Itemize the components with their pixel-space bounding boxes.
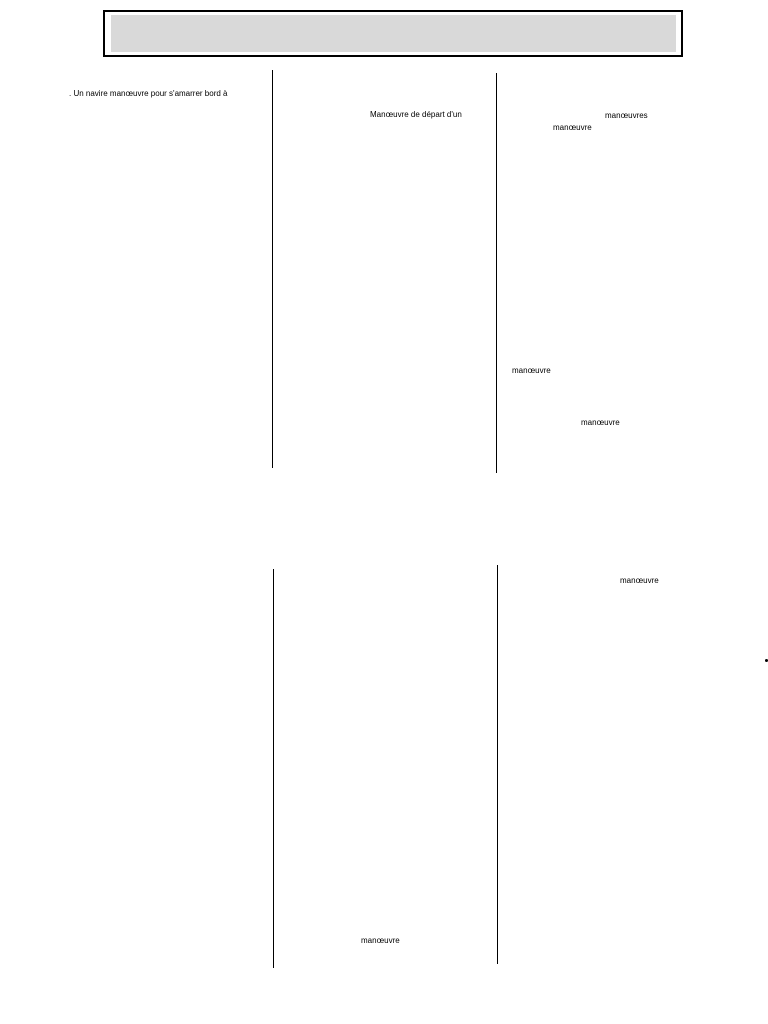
bottom-col3-text: manœuvre [620,576,659,585]
bottom-col2-text: manœuvre [361,936,400,945]
top-col2-text: Manœuvre de départ d'un [370,110,462,119]
column-divider [273,569,274,968]
title-frame [103,10,683,57]
column-divider [272,70,273,468]
column-divider [497,565,498,964]
top-col3-text-2: manœuvre [553,123,592,132]
page-title [111,15,676,52]
top-col1-text: . Un navire manœuvre pour s'amarrer bord à [69,89,228,98]
top-col3-text-4: manœuvre [581,418,620,427]
top-col3-text-3: manœuvre [512,366,551,375]
column-divider [496,73,497,473]
top-col3-text-1: manœuvres [605,111,648,120]
